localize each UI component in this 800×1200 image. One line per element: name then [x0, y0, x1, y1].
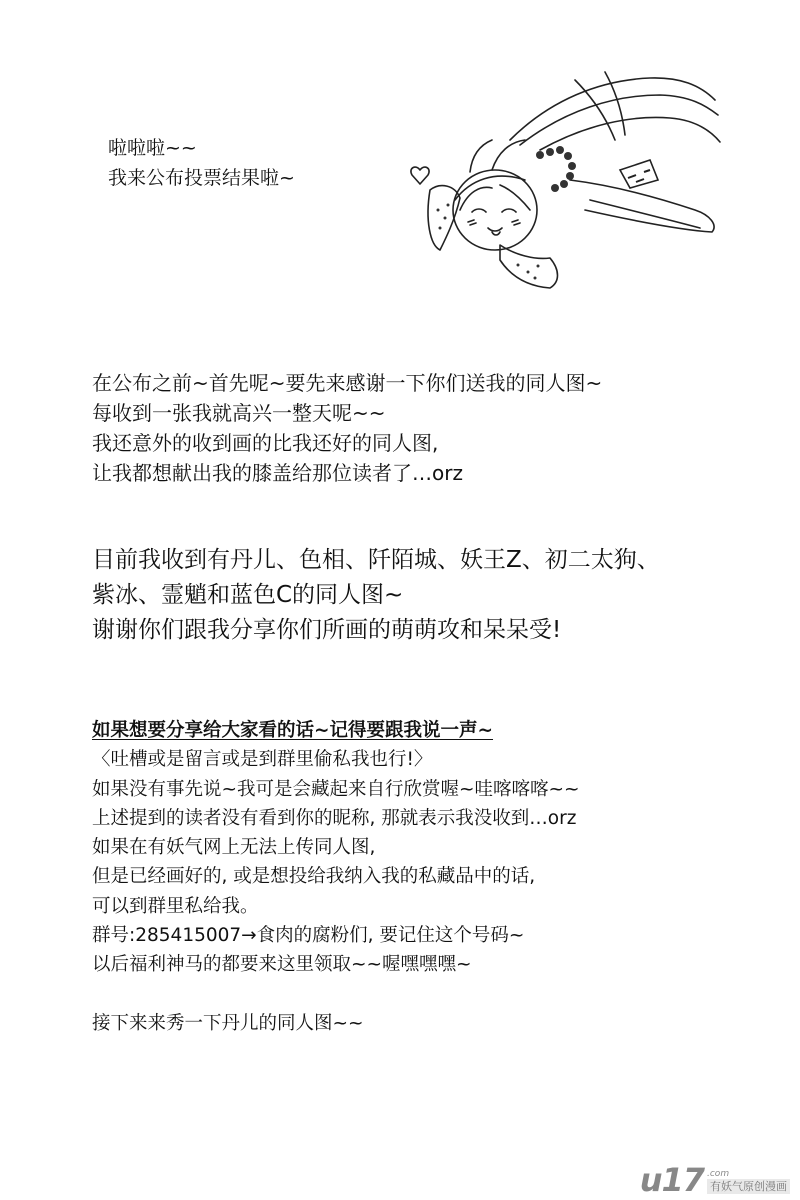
sharing-instructions-paragraph	[92, 716, 580, 1038]
site-watermark	[639, 1161, 790, 1199]
text-line: 目前我收到有丹儿、色相、阡陌城、妖王Z、初二太狗、	[92, 547, 660, 573]
text-line: 每收到一张我就高兴一整天呢~~	[92, 401, 386, 425]
text-line: 但是已经画好的, 或是想投给我纳入我的私藏品中的话,	[92, 866, 536, 888]
watermark-domain: .com	[707, 1169, 730, 1179]
chibi-character-illustration	[400, 60, 730, 290]
watermark-tagline: 有妖气原创漫画	[707, 1179, 790, 1194]
u17-logo: u17	[639, 1161, 704, 1199]
text-line: 我还意外的收到画的比我还好的同人图,	[92, 431, 439, 455]
text-line: 可以到群里私给我。	[92, 895, 259, 917]
text-line: 以后福利神马的都要来这里领取~~喔嘿嘿嘿~	[92, 954, 472, 976]
text-line: 如果没有事先说~我可是会藏起来自行欣赏喔~哇喀喀喀~~	[92, 778, 580, 800]
closing-line: 接下来来秀一下丹儿的同人图~~	[92, 1012, 364, 1034]
intro-line: 我来公布投票结果啦~	[108, 167, 295, 189]
text-line: 在公布之前~首先呢~要先来感谢一下你们送我的同人图~	[92, 371, 603, 395]
text-line: 让我都想献出我的膝盖给那位读者了…orz	[92, 461, 463, 485]
text-line: 群号:285415007→食肉的腐粉们, 要记住这个号码~	[92, 925, 525, 947]
intro-line: 啦啦啦~~	[108, 137, 197, 159]
text-line: 紫冰、霊魈和蓝色C的同人图~	[92, 582, 404, 608]
watermark-text	[707, 1170, 790, 1194]
received-art-paragraph	[92, 543, 660, 648]
underlined-headline: 如果想要分享给大家看的话~记得要跟我说一声~	[92, 720, 494, 741]
text-line: 如果在有妖气网上无法上传同人图,	[92, 837, 376, 859]
intro-text	[108, 133, 295, 193]
spacer	[92, 980, 580, 1009]
thanks-paragraph	[92, 368, 602, 488]
text-line: 谢谢你们跟我分享你们所画的萌萌攻和呆呆受!	[92, 617, 562, 643]
text-line: 〈吐槽或是留言或是到群里偷私我也行!〉	[92, 749, 433, 771]
text-line: 上述提到的读者没有看到你的昵称, 那就表示我没收到…orz	[92, 807, 577, 829]
